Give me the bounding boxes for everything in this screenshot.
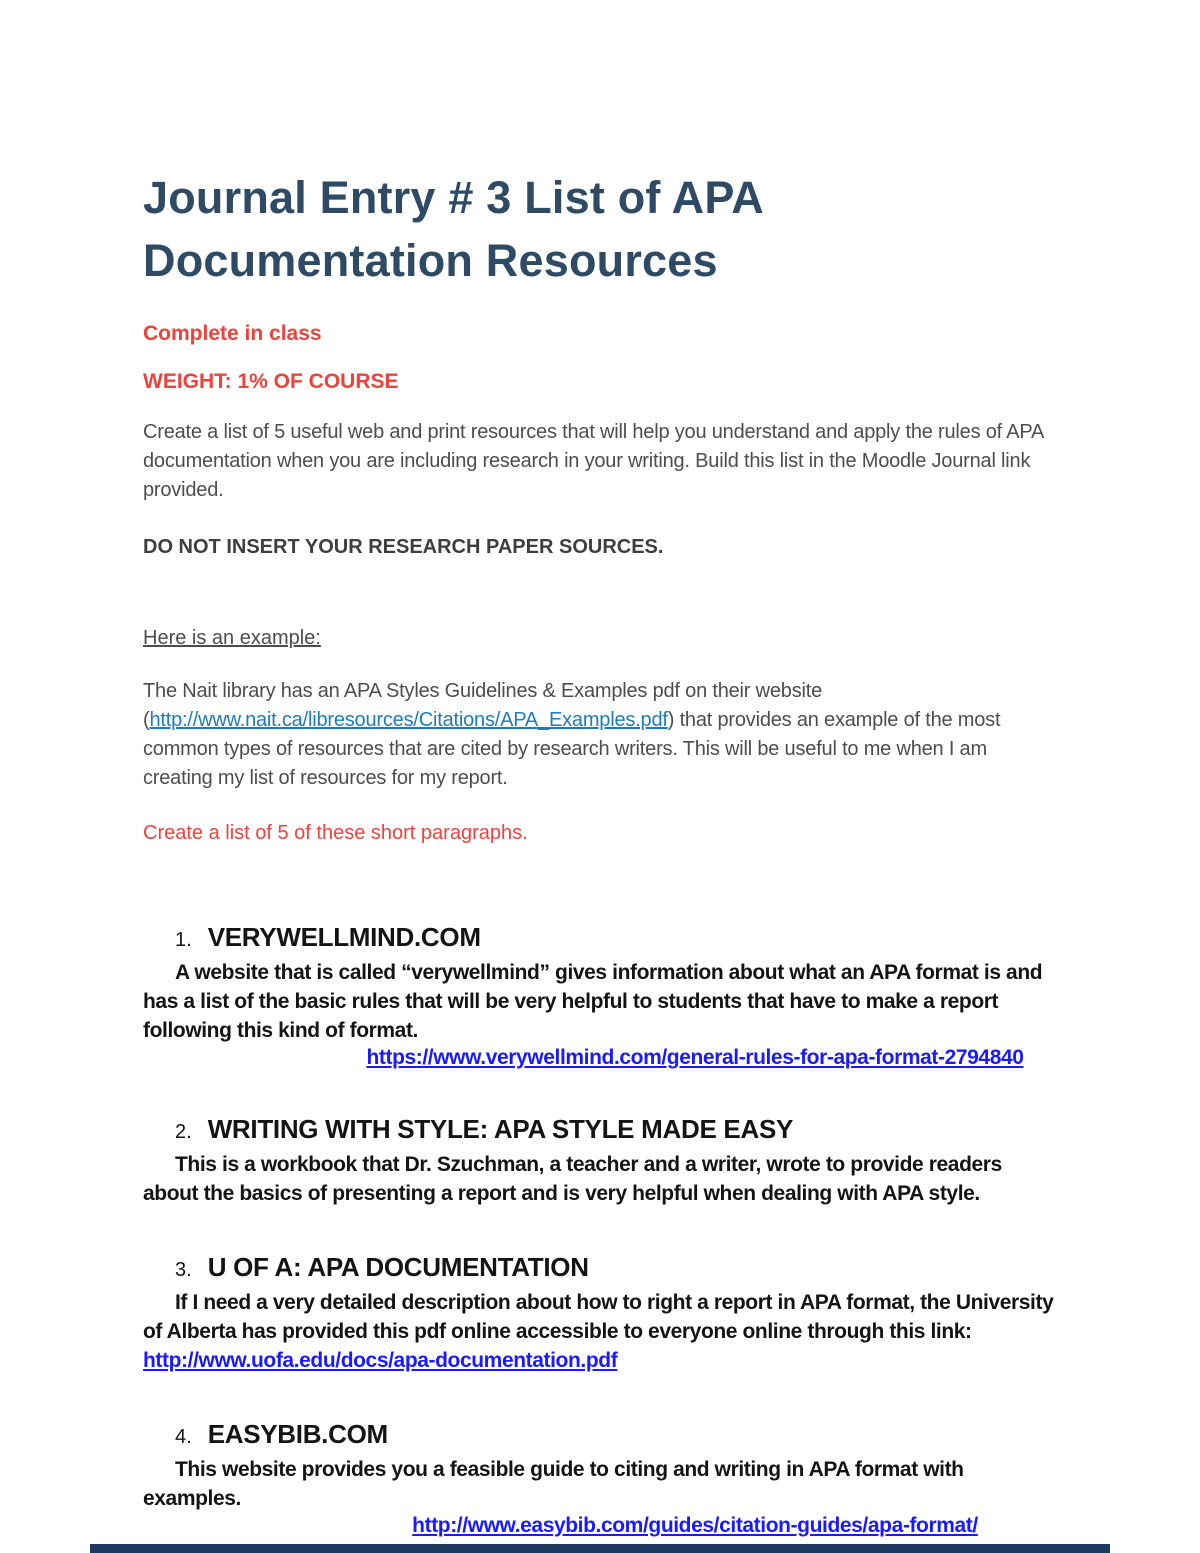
page-title — [143, 166, 1057, 292]
item-title: U OF A: APA DOCUMENTATION — [207, 1252, 589, 1282]
resource-heading — [143, 1252, 1057, 1283]
uofa-link[interactable]: http://www.uofa.edu/docs/apa-documentation.pdf — [143, 1349, 618, 1372]
page-title-line-1: Journal Entry # 3 List of APA — [143, 172, 764, 223]
resource-heading — [143, 1419, 1057, 1450]
create-list-instruction: Create a list of 5 of these short paragraphs. — [143, 822, 528, 844]
item-number: 4. — [175, 1426, 192, 1448]
example-text-after-link: ) that provides an example of the most common types of resources that are cited by research writers. This will be useful to me when I am creating my list of resources for my report. — [143, 709, 1001, 789]
easybib-link[interactable]: http://www.easybib.com/guides/citation-guides/apa-format/ — [412, 1514, 978, 1537]
resource-item-easybib — [143, 1419, 1057, 1538]
resource-heading — [143, 922, 1057, 953]
resource-item-uofa — [143, 1252, 1057, 1375]
instructions-paragraph: Create a list of 5 useful web and print resources that will help you understand and apply the rules of APA documentation when you are including research in your writing. Build this list in the Moodle Journal link provided. — [143, 421, 1044, 501]
page-title-line-2: Documentation Resources — [143, 235, 718, 286]
no-research-sources-warning: DO NOT INSERT YOUR RESEARCH PAPER SOURCES. — [143, 536, 664, 558]
item-description-text: If I need a very detailed description about how to right a report in APA format, the University of Alberta has provided this pdf online accessible to everyone online through this link: — [143, 1291, 1054, 1343]
weight-note: WEIGHT: 1% OF COURSE — [143, 370, 399, 393]
item-title: VERYWELLMIND.COM — [207, 922, 481, 952]
item-number: 3. — [175, 1259, 192, 1281]
item-number: 1. — [175, 929, 192, 951]
item-number: 2. — [175, 1121, 192, 1143]
item-title: WRITING WITH STYLE: APA STYLE MADE EASY — [207, 1114, 794, 1144]
example-heading: Here is an example: — [143, 627, 321, 649]
verywellmind-link[interactable]: https://www.verywellmind.com/general-rules-for-apa-format-2794840 — [366, 1046, 1024, 1069]
item-description — [143, 1288, 1057, 1375]
item-title: EASYBIB.COM — [207, 1419, 388, 1449]
resources-list — [143, 922, 1057, 1538]
nait-example-link[interactable]: http://www.nait.ca/libresources/Citations/APA_Examples.pdf — [149, 709, 668, 731]
example-text-before-link: The Nait library has an APA Styles Guidelines & Examples pdf on their website ( — [143, 680, 823, 731]
resource-item-verywellmind — [143, 922, 1057, 1070]
item-link-line — [143, 1514, 1057, 1538]
item-description: This website provides you a feasible guide to citing and writing in APA format with examples. — [143, 1458, 964, 1510]
next-page-top-edge-bar — [90, 1544, 1110, 1553]
example-paragraph — [143, 677, 1057, 793]
complete-in-class-note: Complete in class — [143, 322, 322, 345]
item-link-line — [143, 1046, 1057, 1070]
item-description: A website that is called “verywellmind” gives information about what an APA format is and has a list of the basic rules that will be very helpful to students that have to make a report following this kind of format. — [143, 961, 1043, 1042]
resource-heading — [143, 1114, 1057, 1145]
resource-item-writing-with-style — [143, 1114, 1057, 1208]
item-description: This is a workbook that Dr. Szuchman, a teacher and a writer, wrote to provide readers about the basics of presenting a report and is very helpful when dealing with APA style. — [143, 1153, 1002, 1205]
